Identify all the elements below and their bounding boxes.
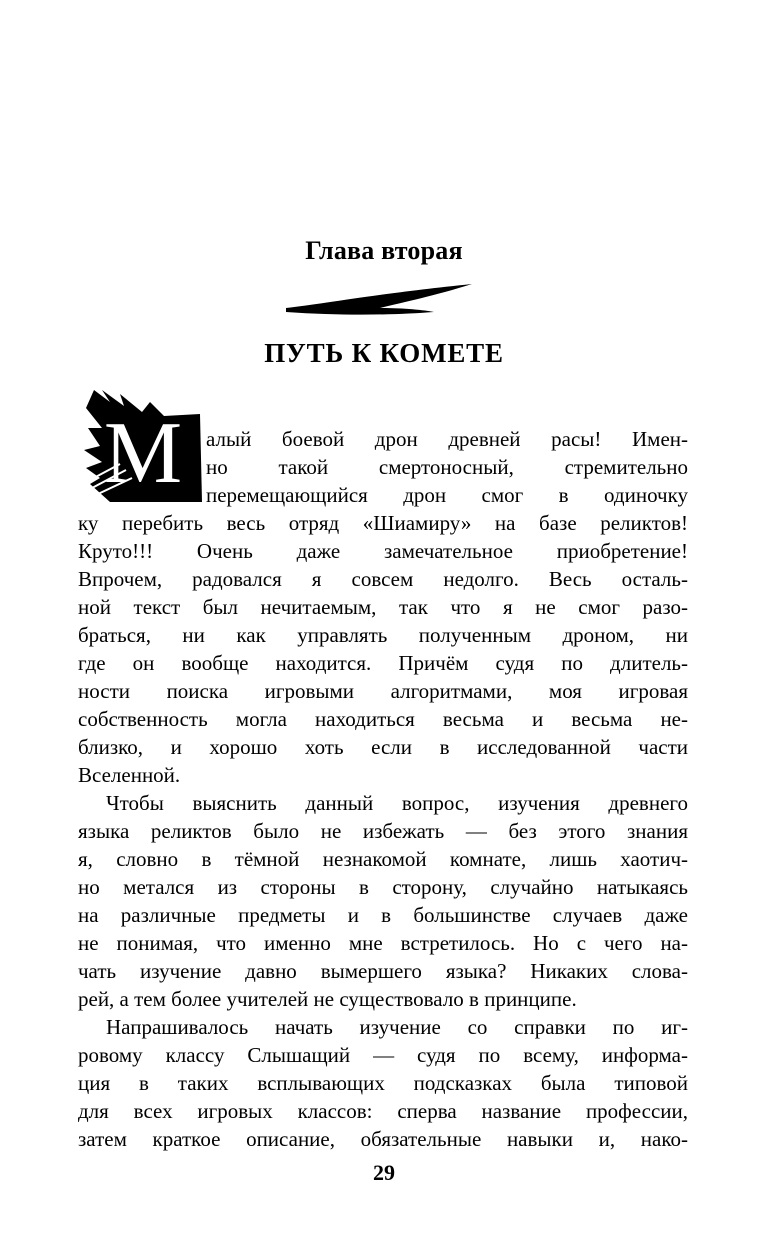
text-line: рей, а тем более учителей не существовало в принципе. [78,987,577,1011]
text-line: ция в таких всплывающих подсказках была типовой [78,1071,688,1095]
text-line: не понимая, что именно мне встретилось. Но с чего на- [78,931,688,955]
drop-cap [80,388,206,504]
page-number: 29 [373,1160,395,1185]
chapter-number: Глава вторая [305,236,463,265]
text-line: я, словно в тёмной незнакомой комнате, лишь хаотич- [78,847,688,871]
text-line: ности поиска игровыми алгоритмами, моя игровая [78,679,688,703]
chapter-title: ПУТЬ К КОМЕТЕ [264,338,504,368]
text-line: близко, и хорошо хоть если в исследованной части [78,735,688,759]
text-line: Напрашивалось начать изучение со справки по иг- [106,1015,688,1039]
drop-cap-letter: М [103,405,183,502]
text-line: браться, ни как управлять полученным дроном, ни [78,623,688,647]
text-line: ровому классу Слышащий — судя по всему, информа- [78,1043,688,1067]
text-line: Круто!!! Очень даже замечательное приобретение! [78,539,688,563]
text-line: алый боевой дрон древней расы! Имен- [206,427,688,451]
text-line: Вселенной. [78,763,181,787]
text-line: но метался из стороны в сторону, случайно натыкаясь [78,875,688,899]
chapter-ornament-icon [284,282,474,318]
text-line: затем краткое описание, обязательные навыки и, нако- [78,1127,688,1151]
text-line: чать изучение давно вымершего языка? Никаких слова- [78,959,688,983]
text-line: Впрочем, радовался я совсем недолго. Весь осталь- [78,567,688,591]
text-line: для всех игровых классов: сперва название профессии, [78,1099,688,1123]
text-line: перемещающийся дрон смог в одиночку [206,483,688,507]
text-line: на различные предметы и в большинстве случаев даже [78,903,688,927]
text-line: языка реликтов было не избежать — без этого знания [78,819,688,843]
text-line: ку перебить весь отряд «Шиамиру» на базе реликтов! [78,511,688,535]
text-line: где он вообще находится. Причём судя по длитель- [78,651,688,675]
text-line: Чтобы выяснить данный вопрос, изучения древнего [106,791,688,815]
text-line: ной текст был нечитаемым, так что я не смог разо- [78,595,688,619]
text-line: но такой смертоносный, стремительно [206,455,688,479]
text-line: собственность могла находиться весьма и весьма не- [78,707,688,731]
